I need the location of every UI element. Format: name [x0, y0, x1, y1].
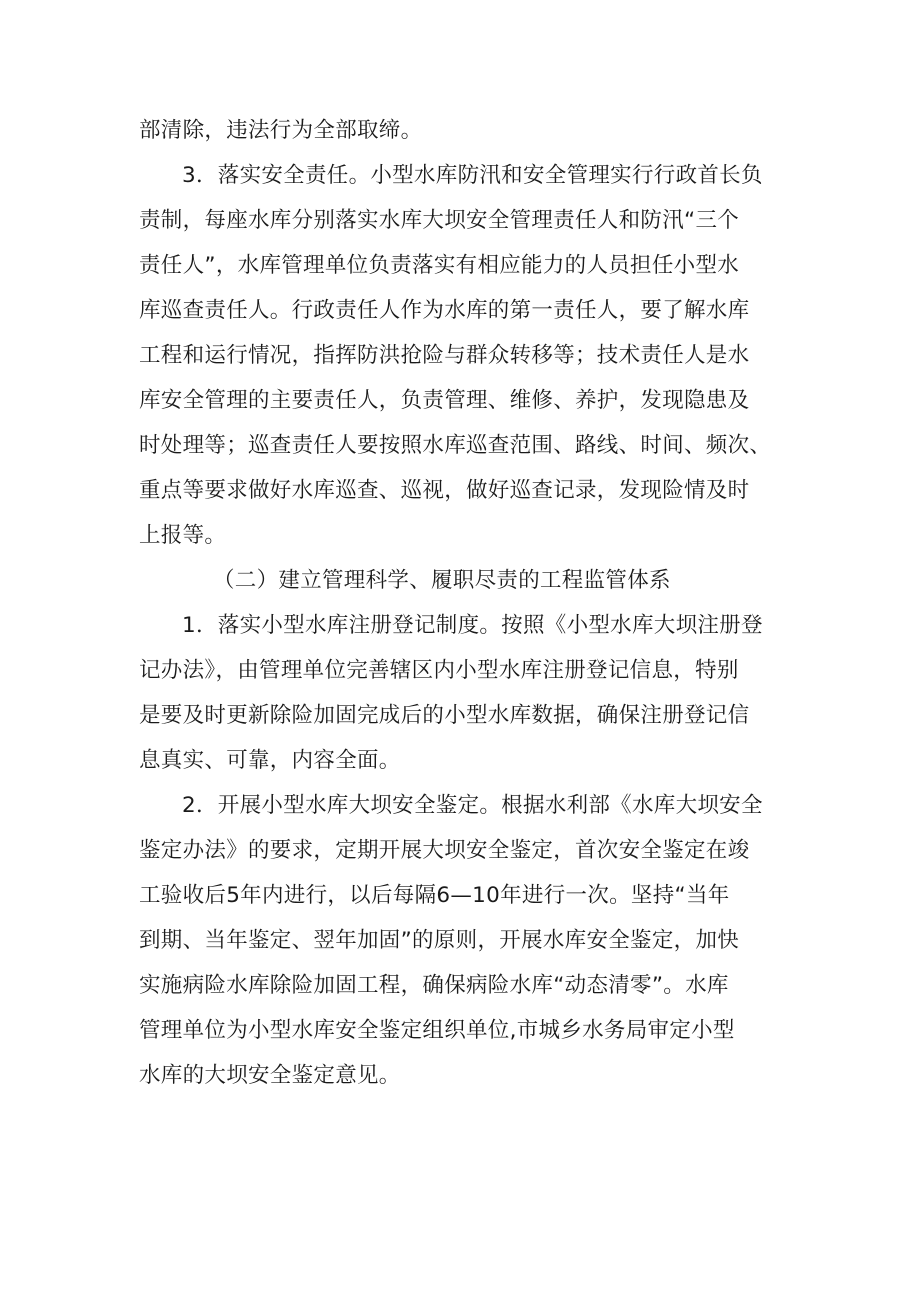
- paragraph-1-start: 1．落实小型水库注册登记制度。按照《小型水库大坝注册登: [182, 613, 763, 638]
- text-line: 管理单位为小型水库安全鉴定组织单位,市城乡水务局审定小型: [139, 1018, 735, 1043]
- text-line: 责任人”，水库管理单位负责落实有相应能力的人员担任小型水: [139, 253, 740, 278]
- text-line: 工程和运行情况，指挥防洪抢险与群众转移等；技术责任人是水: [139, 343, 750, 368]
- text-line: 时处理等；巡查责任人要按照水库巡查范围、路线、时间、频次、: [139, 433, 772, 458]
- document-body: [139, 108, 791, 1098]
- text-line: 重点等要求做好水库巡查、巡视，做好巡查记录，发现险情及时: [139, 478, 750, 503]
- text-line: 实施病险水库除险加固工程，确保病险水库“动态清零”。水库: [139, 973, 729, 998]
- paragraph-3-start: 3．落实安全责任。小型水库防汛和安全管理实行行政首长负: [182, 163, 763, 188]
- text-line: 库安全管理的主要责任人，负责管理、维修、养护，发现隐患及: [139, 388, 750, 413]
- text-line: 责制，每座水库分别落实水库大坝安全管理责任人和防汛“三个: [139, 208, 740, 233]
- text-line: 上报等。: [139, 523, 227, 548]
- text-line: 工验收后5年内进行，以后每隔6—10年进行一次。坚持“当年: [139, 883, 730, 908]
- text-line: 水库的大坝安全鉴定意见。: [139, 1063, 401, 1088]
- text-line: 记办法》，由管理单位完善辖区内小型水库注册登记信息，特别: [139, 658, 739, 683]
- text-line: 部清除，违法行为全部取缔。: [139, 118, 423, 143]
- paragraph-2-start: 2．开展小型水库大坝安全鉴定。根据水利部《水库大坝安全: [182, 793, 763, 818]
- section-heading: （二）建立管理科学、履职尽责的工程监管体系: [213, 568, 671, 593]
- text-line: 库巡查责任人。行政责任人作为水库的第一责任人，要了解水库: [139, 298, 750, 323]
- text-line: 是要及时更新除险加固完成后的小型水库数据，确保注册登记信: [139, 703, 750, 728]
- text-line: 鉴定办法》的要求，定期开展大坝安全鉴定，首次安全鉴定在竣: [139, 838, 750, 863]
- text-line: 到期、当年鉴定、翌年加固”的原则，开展水库安全鉴定，加快: [139, 928, 740, 953]
- text-line: 息真实、可靠，内容全面。: [139, 748, 401, 773]
